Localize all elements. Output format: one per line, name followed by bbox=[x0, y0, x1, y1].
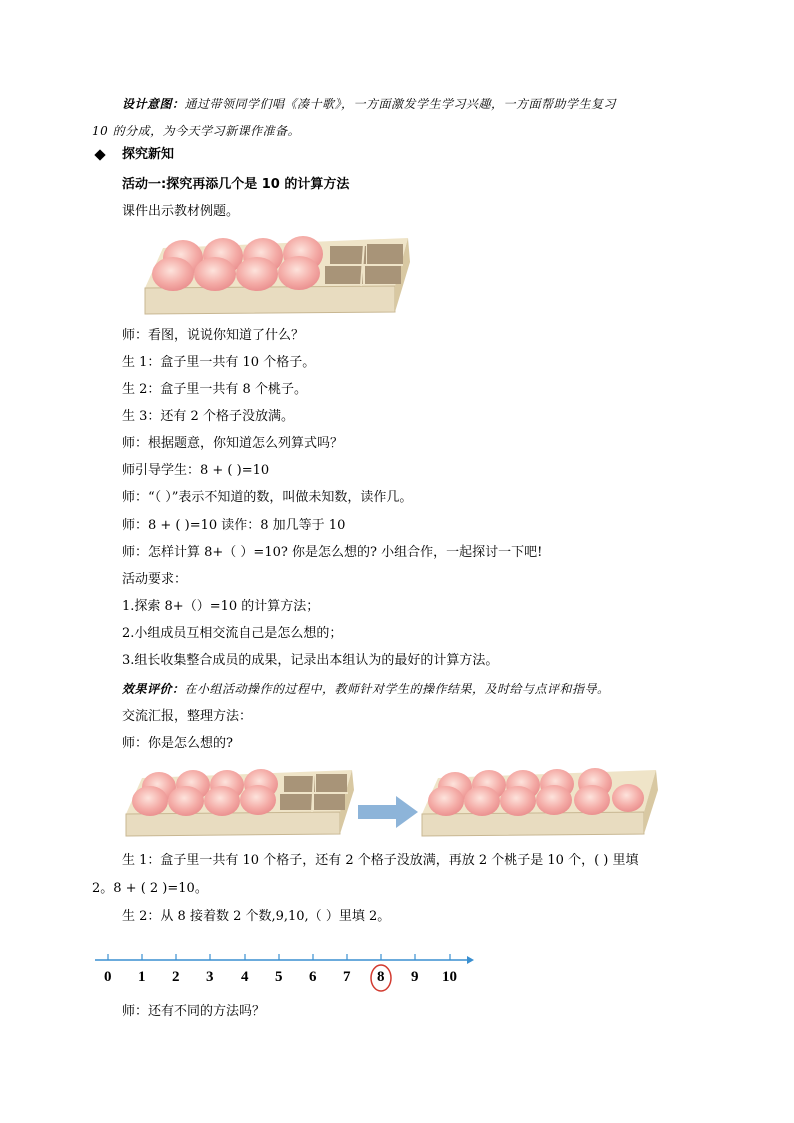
activity-title: 活动一:探究再添几个是 10 的计算方法 bbox=[122, 177, 350, 192]
closing-question: 师：还有不同的方法吗？ bbox=[122, 1004, 266, 1019]
requirement-item: 3.组长收集整合成员的成果，记录出本组认为的最好的计算方法。 bbox=[122, 653, 499, 668]
number-line-label: 0 bbox=[104, 969, 112, 985]
peach-box-figure-3 bbox=[422, 768, 658, 838]
dialogue-line: 生 1：盒子里一共有 10 个格子。 bbox=[122, 355, 316, 370]
student1-line-2: 2。8 + ( 2 )=10。 bbox=[92, 881, 208, 896]
number-line-label: 4 bbox=[241, 969, 249, 985]
number-line-label: 1 bbox=[138, 969, 146, 985]
requirements-title: 活动要求： bbox=[122, 572, 188, 587]
dialogue-line: 师：怎样计算 8+（ ）=10? 你是怎么想的? 小组合作，一起探讨一下吧! bbox=[122, 545, 543, 560]
number-line-label: 5 bbox=[275, 969, 283, 985]
student1-line-1: 生 1：盒子里一共有 10 个格子，还有 2 个格子没放满，再放 2 个桃子是 10 个，( ) 里填 bbox=[122, 853, 639, 868]
courseware-note: 课件出示教材例题。 bbox=[122, 204, 240, 219]
dialogue-line: 生 2：盒子里一共有 8 个桃子。 bbox=[122, 382, 307, 397]
dialogue-line: 师引导学生：8 + ( )=10 bbox=[122, 463, 270, 478]
dialogue-line: 师：看图，说说你知道了什么？ bbox=[122, 328, 305, 343]
number-line-label: 3 bbox=[206, 969, 214, 985]
number-line-label: 8 bbox=[377, 969, 385, 985]
design-intent-line-1 bbox=[122, 95, 616, 113]
design-intent-text: 通过带领同学们唱《凑十歌》，一方面激发学生学习兴趣，一方面帮助学生复习 bbox=[184, 97, 617, 111]
number-line-label: 7 bbox=[343, 969, 351, 985]
number-line-label: 2 bbox=[172, 969, 180, 985]
exchange-line: 师：你是怎么想的? bbox=[122, 736, 233, 751]
design-intent-line-2: 10 的分成，为今天学习新课作准备。 bbox=[92, 124, 301, 138]
evaluation-label: 效果评价： bbox=[122, 682, 185, 696]
evaluation-line bbox=[122, 680, 610, 698]
peach-box-figure-1 bbox=[145, 236, 410, 316]
requirement-item: 1.探索 8+（）=10 的计算方法； bbox=[122, 599, 320, 614]
dialogue-line: 师：“（ ）”表示不知道的数，叫做未知数，读作几。 bbox=[122, 490, 413, 505]
student2-line: 生 2：从 8 接着数 2 个数,9,10,（ ）里填 2。 bbox=[122, 909, 391, 924]
evaluation-text: 在小组活动操作的过程中，教师针对学生的操作结果，及时给与点评和指导。 bbox=[184, 682, 610, 696]
requirement-item: 2.小组成员互相交流自己是怎么想的； bbox=[122, 626, 343, 641]
section-title: 探究新知 bbox=[122, 147, 175, 162]
design-intent-label: 设计意图： bbox=[122, 97, 185, 111]
peach-box-figure-2 bbox=[126, 768, 354, 838]
exchange-line: 交流汇报，整理方法： bbox=[122, 709, 253, 724]
number-line-label: 10 bbox=[442, 969, 457, 985]
number-line-label: 9 bbox=[411, 969, 419, 985]
dialogue-line: 生 3：还有 2 个格子没放满。 bbox=[122, 409, 294, 424]
right-arrow-icon bbox=[358, 796, 418, 828]
diamond-bullet-icon bbox=[94, 149, 105, 160]
number-line-label: 6 bbox=[309, 969, 317, 985]
dialogue-line: 师：根据题意，你知道怎么列算式吗？ bbox=[122, 436, 344, 451]
dialogue-line: 师：8 + ( )=10 读作：8 加几等于 10 bbox=[122, 518, 346, 533]
